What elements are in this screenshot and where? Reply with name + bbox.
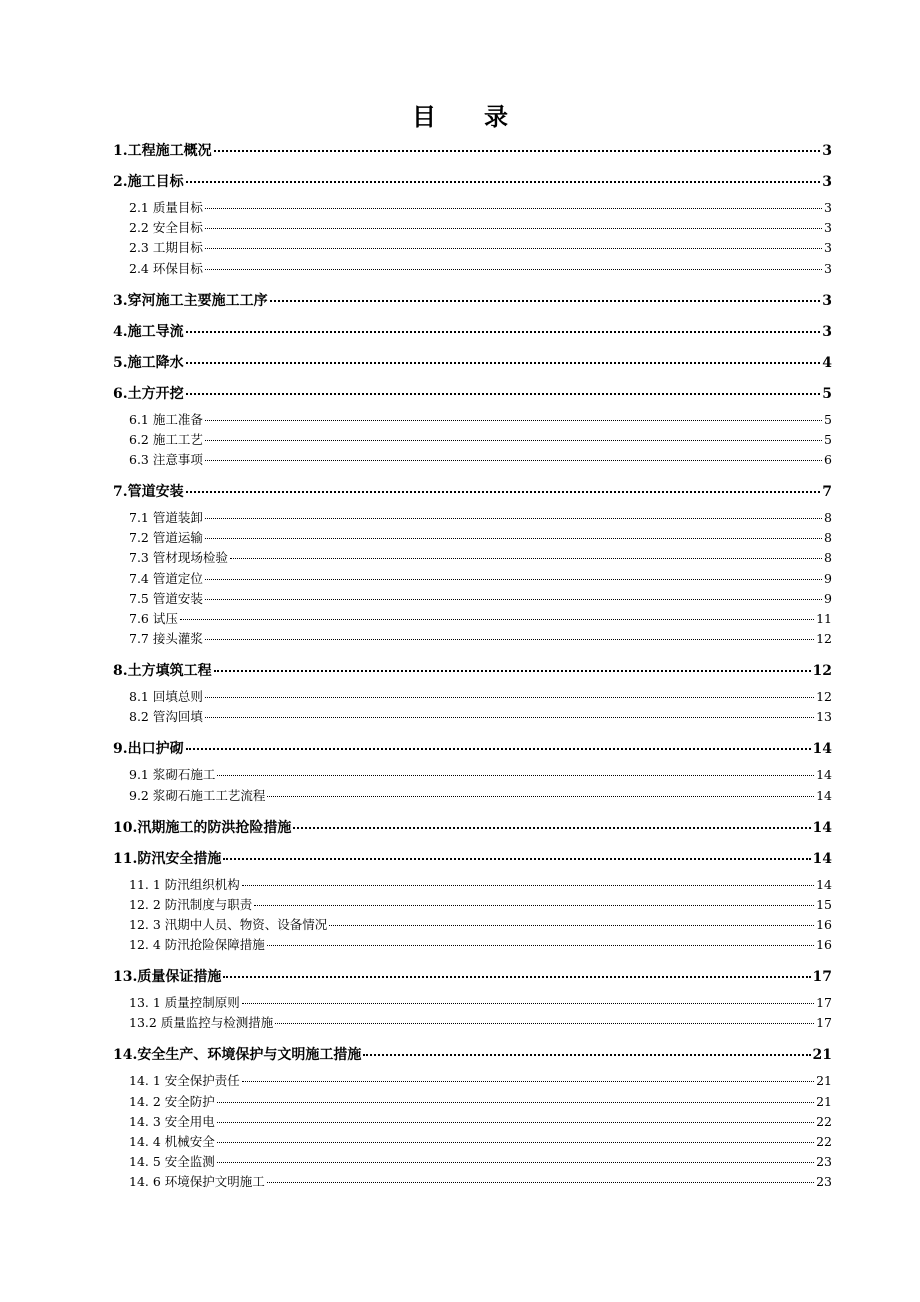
toc-page-number: 12 (816, 689, 832, 705)
dot-leader (363, 1053, 810, 1056)
toc-section-entry[interactable] (113, 172, 832, 192)
dot-leader (217, 1101, 814, 1103)
toc-page-number: 9 (824, 590, 832, 606)
toc-subsection-entry[interactable] (113, 688, 832, 706)
toc-subsection-entry[interactable] (113, 219, 832, 237)
toc-entry-label: 13.质量保证措施 (113, 969, 222, 986)
toc-page-number: 23 (816, 1154, 832, 1170)
dot-leader (214, 669, 811, 672)
toc-subsection-entry[interactable] (113, 766, 832, 784)
toc-entry-label: 7.6 试压 (129, 611, 178, 626)
dot-leader (217, 1121, 814, 1123)
dot-leader (205, 578, 822, 580)
toc-page-number: 12 (812, 663, 832, 680)
toc-subsection-entry[interactable] (113, 936, 832, 954)
dot-leader (205, 227, 822, 229)
toc-page-number: 16 (816, 937, 832, 953)
toc-entry-label: 3.穿河施工主要施工工序 (113, 292, 268, 309)
toc-entry-label: 13.2 质量监控与检测措施 (129, 1015, 274, 1031)
toc-subsection-entry[interactable] (113, 590, 832, 608)
toc-subsection-entry[interactable] (113, 260, 832, 278)
toc-page-number: 3 (824, 260, 832, 276)
toc-page-number: 6 (824, 452, 832, 467)
toc-page-number: 4 (822, 354, 832, 371)
dot-leader (270, 299, 821, 302)
toc-entry-label: 7.管道安装 (113, 484, 184, 500)
toc-page-number: 15 (816, 896, 832, 912)
toc-entry-label: 14. 4 机械安全 (129, 1134, 215, 1149)
toc-entry-label: 13. 1 质量控制原则 (129, 995, 240, 1011)
toc-entry-label: 7.7 接头灌浆 (129, 631, 203, 647)
toc-entry-label: 8.土方填筑工程 (113, 663, 212, 680)
toc-subsection-entry[interactable] (113, 570, 832, 588)
toc-page-number: 22 (816, 1113, 832, 1129)
toc-subsection-entry[interactable] (113, 610, 832, 628)
toc-page-number: 3 (822, 174, 832, 190)
dot-leader (186, 330, 821, 333)
toc-subsection-entry[interactable] (113, 1153, 832, 1171)
dot-leader (186, 747, 811, 750)
dot-leader (180, 618, 814, 620)
dot-leader (205, 247, 822, 249)
toc-entry-label: 2.施工目标 (113, 174, 184, 190)
toc-subsection-entry[interactable] (113, 1014, 832, 1032)
toc-page-number: 5 (822, 385, 832, 402)
toc-entry-label: 14. 2 安全防护 (129, 1093, 215, 1109)
toc-subsection-entry[interactable] (113, 451, 832, 469)
dot-leader (329, 924, 814, 926)
title-char-2: 录 (484, 102, 508, 131)
toc-page-number: 3 (824, 220, 832, 236)
toc-page-number: 14 (812, 850, 832, 867)
toc-entry-label: 11.防汛安全措施 (113, 850, 222, 867)
dot-leader (205, 537, 822, 539)
dot-leader (205, 517, 822, 519)
dot-leader (205, 268, 822, 270)
toc-entry-label: 2.1 质量目标 (129, 200, 203, 215)
dot-leader (214, 149, 821, 152)
toc-page-number: 17 (816, 1015, 832, 1031)
toc-page-number: 21 (816, 1073, 832, 1089)
dot-leader (267, 795, 814, 797)
toc-entry-label: 9.1 浆砌石施工 (129, 767, 216, 783)
dot-leader (186, 392, 821, 395)
toc-subsection-entry[interactable] (113, 708, 832, 726)
toc-entry-label: 8.1 回填总则 (129, 689, 203, 705)
toc-page-number: 3 (824, 240, 832, 256)
toc-page-number: 8 (824, 550, 832, 566)
toc-section-entry[interactable] (113, 818, 832, 838)
toc-subsection-entry[interactable] (113, 916, 832, 934)
dot-leader (205, 598, 822, 600)
toc-entry-label: 12. 2 防汛制度与职责 (129, 896, 253, 912)
toc-subsection-entry[interactable] (113, 1173, 832, 1191)
toc-page-number: 16 (816, 917, 832, 932)
dot-leader (186, 361, 821, 364)
toc-section-entry[interactable] (113, 739, 832, 759)
dot-leader (205, 439, 822, 441)
dot-leader (293, 826, 810, 829)
toc-page-number: 3 (824, 200, 832, 215)
toc-entry-label: 6.土方开挖 (113, 385, 184, 402)
dot-leader (205, 638, 814, 640)
toc-subsection-entry[interactable] (113, 876, 832, 894)
dot-leader (242, 1002, 814, 1004)
toc-section-entry[interactable] (113, 849, 832, 869)
toc-entry-label: 9.出口护砌 (113, 741, 184, 758)
toc-page-number: 13 (816, 709, 832, 725)
toc-subsection-entry[interactable] (113, 1093, 832, 1111)
toc-page-number: 23 (816, 1174, 832, 1190)
toc-entry-label: 12. 3 汛期中人员、物资、设备情况 (129, 917, 328, 932)
toc-entry-label: 8.2 管沟回填 (129, 709, 203, 725)
toc-section-entry[interactable] (113, 1045, 832, 1065)
toc-page-number: 14 (816, 787, 832, 803)
toc-subsection-entry[interactable] (113, 1072, 832, 1090)
toc-page-number: 21 (816, 1093, 832, 1109)
toc-section-entry[interactable] (113, 141, 832, 161)
page-title (0, 97, 920, 132)
dot-leader (205, 716, 814, 718)
toc-page-number: 14 (816, 876, 832, 892)
toc-subsection-entry[interactable] (113, 431, 832, 449)
toc-section-entry[interactable] (113, 291, 832, 311)
toc-subsection-entry[interactable] (113, 199, 832, 217)
toc-entry-label: 12. 4 防汛抢险保障措施 (129, 937, 265, 953)
toc-page-number: 5 (824, 411, 832, 427)
dot-leader (217, 1161, 814, 1163)
toc-entry-label: 1.工程施工概况 (113, 143, 212, 159)
toc-section-entry[interactable] (113, 322, 832, 342)
toc-entry-label: 11. 1 防汛组织机构 (129, 876, 240, 892)
toc-page-number: 14 (816, 767, 832, 783)
dot-leader (205, 696, 814, 698)
toc-subsection-entry[interactable] (113, 994, 832, 1012)
toc-section-entry[interactable] (113, 482, 832, 502)
toc-subsection-entry[interactable] (113, 239, 832, 257)
toc-page-number: 17 (816, 995, 832, 1011)
toc-page-number: 5 (824, 431, 832, 447)
toc-page-number: 14 (812, 741, 832, 758)
toc-subsection-entry[interactable] (113, 529, 832, 547)
toc-entry-label: 10.汛期施工的防洪抢险措施 (113, 819, 292, 836)
dot-leader (205, 419, 822, 421)
toc-entry-label: 14. 5 安全监测 (129, 1154, 215, 1170)
toc-entry-label: 7.1 管道装卸 (129, 510, 203, 525)
toc-entry-label: 6.3 注意事项 (129, 452, 203, 467)
toc-subsection-entry[interactable] (113, 549, 832, 567)
toc-subsection-entry[interactable] (113, 1133, 832, 1151)
dot-leader (217, 774, 814, 776)
dot-leader (217, 1141, 814, 1143)
toc-page-number: 14 (812, 819, 832, 836)
toc-section-entry[interactable] (113, 384, 832, 404)
toc-entry-label: 14.安全生产、环境保护与文明施工措施 (113, 1047, 362, 1064)
toc-entry-label: 6.1 施工准备 (129, 411, 203, 427)
toc-entry-label: 7.2 管道运输 (129, 530, 203, 546)
toc-page-number: 11 (816, 611, 832, 626)
toc-entry-label: 14. 6 环境保护文明施工 (129, 1174, 265, 1190)
toc-page-number: 22 (816, 1134, 832, 1149)
toc-page-number: 12 (816, 631, 832, 647)
toc-subsection-entry[interactable] (113, 896, 832, 914)
title-char-1: 目 (412, 102, 436, 131)
toc-entry-label: 2.4 环保目标 (129, 260, 203, 276)
toc-entry-label: 4.施工导流 (113, 323, 184, 340)
toc-entry-label: 5.施工降水 (113, 354, 184, 371)
toc-section-entry[interactable] (113, 353, 832, 373)
dot-leader (186, 490, 821, 493)
dot-leader (254, 904, 814, 906)
toc-subsection-entry[interactable] (113, 509, 832, 527)
toc-section-entry[interactable] (113, 661, 832, 681)
toc-page-number: 17 (812, 969, 832, 986)
toc-page-number: 7 (822, 484, 832, 500)
dot-leader (242, 1080, 814, 1082)
dot-leader (275, 1022, 814, 1024)
toc-page-number: 3 (822, 292, 832, 309)
toc-page-number: 9 (824, 570, 832, 586)
toc-page-number: 21 (812, 1047, 832, 1064)
dot-leader (205, 207, 822, 209)
dot-leader (242, 884, 814, 886)
toc-page-number: 3 (822, 323, 832, 340)
toc-section-entry[interactable] (113, 967, 832, 987)
toc-entry-label: 2.3 工期目标 (129, 240, 203, 256)
toc-entry-label: 9.2 浆砌石施工工艺流程 (129, 787, 266, 803)
dot-leader (267, 1181, 814, 1183)
toc-entry-label: 6.2 施工工艺 (129, 431, 203, 447)
dot-leader (267, 944, 814, 946)
toc-entry-label: 14. 3 安全用电 (129, 1113, 215, 1129)
toc-entry-label: 7.3 管材现场检验 (129, 550, 228, 566)
dot-leader (186, 180, 821, 183)
toc-entry-label: 7.5 管道安装 (129, 590, 203, 606)
toc-entry-label: 7.4 管道定位 (129, 570, 203, 586)
toc-entry-label: 14. 1 安全保护责任 (129, 1073, 240, 1089)
toc-page-number: 3 (822, 143, 832, 159)
toc-page-number: 8 (824, 530, 832, 546)
toc-subsection-entry[interactable] (113, 411, 832, 429)
dot-leader (230, 557, 822, 559)
dot-leader (223, 975, 810, 978)
dot-leader (223, 857, 810, 860)
toc-subsection-entry[interactable] (113, 1113, 832, 1131)
toc-entry-label: 2.2 安全目标 (129, 220, 203, 236)
toc-page-number: 8 (824, 510, 832, 525)
toc-subsection-entry[interactable] (113, 630, 832, 648)
toc-subsection-entry[interactable] (113, 787, 832, 805)
dot-leader (205, 459, 822, 461)
